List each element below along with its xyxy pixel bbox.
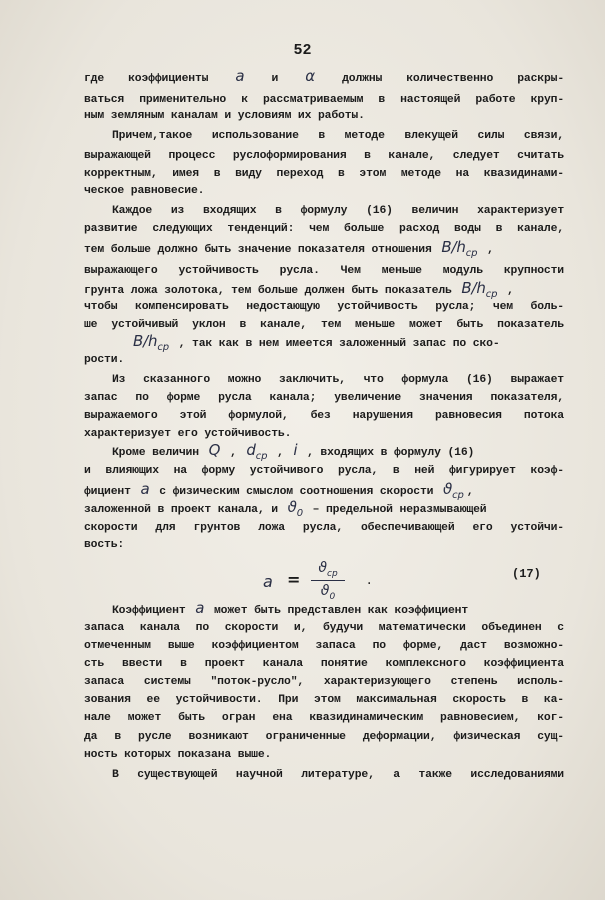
formula-lhs: a — [263, 572, 273, 591]
text-line: где коэффициенты a и α должны количественно раскры- — [84, 67, 565, 85]
text-line: фициент a с физическим смыслом соотношения скорости $ϑ_{ср}$ , — [84, 480, 474, 501]
text-line: ность которых показана выше. — [84, 749, 272, 761]
text-line: заложенной в проект канала, и $ϑ_0$ – предельной неразмывающей — [84, 498, 487, 519]
math-symbol: $d_{ср}$ — [246, 441, 268, 462]
text-line: сть ввести в проект канала понятие комплексного коэффициента — [84, 658, 564, 670]
text-line: вость: — [84, 539, 125, 551]
formula-denominator: $ϑ_0$ — [320, 582, 336, 602]
math-symbol: α — [305, 67, 316, 85]
text-line: ческое равновесие. — [84, 185, 205, 197]
math-symbol: $B/h_{ср}$ — [461, 279, 498, 300]
text-line: выражаемого этой формулой, без нарушения равновесия потока — [84, 410, 564, 422]
text-line: зования ее устойчивости. При этом максимальная скорость в ка- — [84, 694, 564, 706]
text-line: Из сказанного можно заключить, что формула (16) выражает — [112, 374, 564, 386]
text-line: Каждое из входящих в формулу (16) величин характеризует — [112, 205, 564, 217]
equation-number: (17) — [512, 567, 541, 581]
math-symbol: a — [195, 599, 205, 617]
text-line: нале может быть огран ена квазидинамическим равновесием, ког- — [84, 712, 564, 724]
text-line: корректным, имея в виду переход в этом методе на квазидинами- — [84, 168, 564, 180]
text-line: выражающей процесс руслоформирования в канале, следует считать — [84, 150, 564, 162]
formula-numerator: $ϑ_{ср}$ — [311, 560, 345, 581]
text-line: ше устойчивый уклон в канале, тем меньше может быть показатель — [84, 319, 564, 331]
text-line: Кроме величин Q , $d_{ср}$ , i , входящих в формулу (16) — [112, 441, 475, 462]
text-line: Коэффициент a может быть представлен как коэффициент — [112, 599, 469, 617]
text-line: ваться применительно к рассматриваемым в настоящей работе круп- — [84, 94, 564, 106]
text-line: В существующей научной литературе, а также исследованиями — [112, 769, 564, 781]
math-symbol: $ϑ_{ср}$ — [443, 480, 464, 501]
math-symbol: a — [235, 67, 245, 85]
text-line: характеризует его устойчивость. — [84, 428, 292, 440]
formula-equals: = — [287, 570, 301, 589]
math-symbol: $ϑ_0$ — [287, 498, 303, 519]
math-symbol: a — [140, 480, 150, 498]
text-line: Причем,такое использование в методе влекущей силы связи, — [112, 130, 564, 142]
text-line: выражающего устойчивость русла. Чем меньше модуль крупности — [84, 265, 564, 277]
text-line: развитие следующих тенденций: чем больше расход воды в канале, — [84, 223, 564, 235]
math-symbol: i — [293, 441, 298, 459]
text-line: ным земляным каналам и условиям их работы. — [84, 110, 365, 122]
text-line: запаса системы "поток-русло", характеризующего степень исполь- — [84, 676, 564, 688]
text-line: рости. — [84, 354, 125, 366]
math-symbol: $B/h_{ср}$ — [133, 332, 169, 353]
text-line: тем больше должно быть значение показателя отношения $B/h_{ср}$ , — [84, 238, 494, 259]
math-symbol: Q — [208, 441, 221, 459]
math-symbol: $B/h_{ср}$ — [441, 238, 478, 259]
formula-fraction — [311, 560, 345, 602]
page-number: 52 — [293, 42, 312, 59]
text-line: и влияющих на форму устойчивого русла, в ней фигурирует коэф- — [84, 465, 564, 477]
text-line: да в русле возникают ограниченные деформации, физическая сущ- — [84, 731, 564, 743]
text-line: $B/h_{ср}$ , так как в нем имеется заложенный запас по ско- — [130, 333, 564, 356]
text-line: скорости для грунтов ложа русла, обеспечивающей его устойчи- — [84, 522, 564, 534]
formula-period: . — [367, 572, 372, 588]
text-line: грунта ложа золотока, тем больше должен быть показатель $B/h_{ср}$ , — [84, 279, 514, 300]
text-line: запаса канала по скорости и, будучи математически объединен с — [84, 622, 564, 634]
text-line: запас по форме русла канала; увеличение значения показателя, — [84, 392, 564, 404]
text-line: чтобы компенсировать недостающую устойчивость русла; чем боль- — [84, 301, 564, 313]
text-line: отмеченным выше коэффициентом запаса по форме, даст возможно- — [84, 640, 564, 652]
